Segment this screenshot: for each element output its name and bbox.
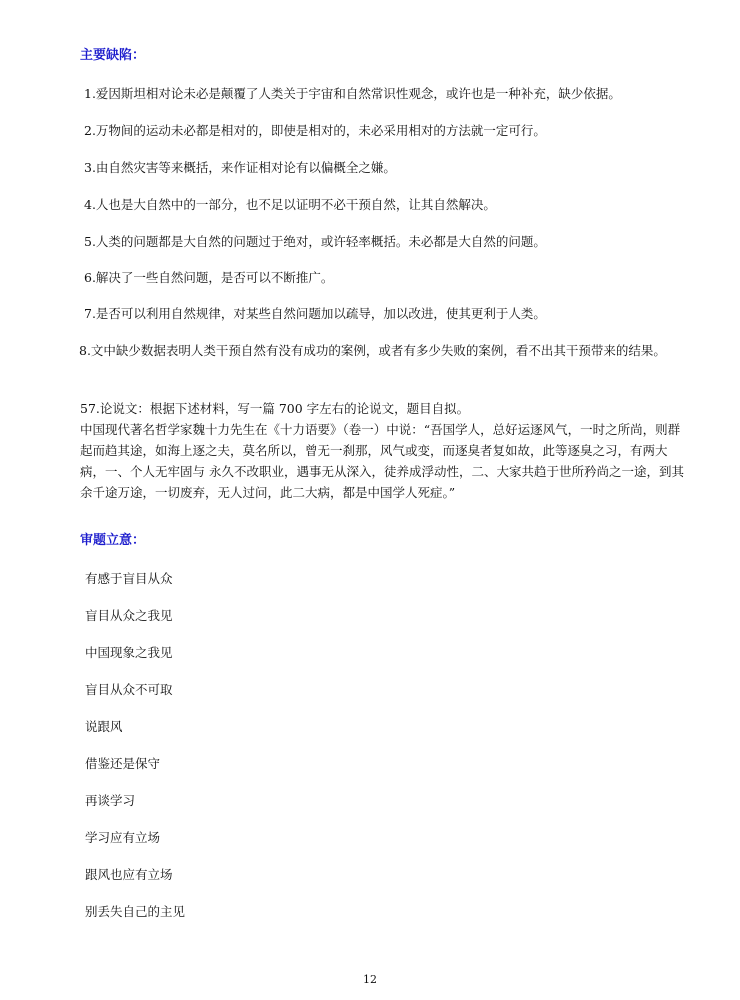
idea-item: 有感于盲目从众 (85, 571, 173, 586)
page-number: 12 (363, 973, 377, 986)
essay-prompt: 57.论说文：根据下述材料，写一篇 700 字左右的论说文，题目自拟。 (80, 401, 470, 416)
defect-item: 6.解决了一些自然问题，是否可以不断推广。 (84, 270, 334, 285)
defect-item: 3.由自然灾害等来概括，来作证相对论有以偏概全之嫌。 (84, 160, 396, 175)
idea-item: 借鉴还是保守 (85, 756, 161, 771)
defect-item: 1.爱因斯坦相对论未必是颠覆了人类关于宇宙和自然常识性观念，或许也是一种补充，缺少依据。 (84, 86, 621, 101)
ideas-heading: 审题立意： (80, 533, 146, 548)
idea-item: 盲目从众之我见 (85, 608, 173, 623)
idea-item: 再谈学习 (85, 793, 136, 808)
idea-item: 别丢失自己的主见 (85, 904, 186, 919)
idea-item: 说跟风 (85, 719, 123, 734)
defect-item: 7.是否可以利用自然规律，对某些自然问题加以疏导，加以改进，使其更利于人类。 (84, 306, 546, 321)
defect-item: 5.人类的问题都是大自然的问题过于绝对，或许轻率概括。未必都是大自然的问题。 (84, 234, 546, 249)
idea-item: 盲目从众不可取 (85, 682, 173, 697)
essay-passage: 中国现代著名哲学家魏十力先生在《十力语要》（卷一）中说：“吾国学人，总好运逐风气，一时之所尚，则群起而趋其途，如海上逐之夫，莫名所以，曾无一刹那，风气或变，而逐臭者复如故，此等逐臭之习，有两大病，一、个人无牢固与 永久不改职业，遇事无从深入，徒养成浮动性，二、大家共趋于世所矜尚之一途，到其余千途万途，一切废弃，无人过问，此二大病，都是中国学人死症。” (80, 422, 684, 500)
defect-item: 4.人也是大自然中的一部分，也不足以证明不必干预自然，让其自然解决。 (84, 197, 496, 212)
idea-item: 跟风也应有立场 (85, 867, 173, 882)
defect-item: 2.万物间的运动未必都是相对的，即使是相对的，未必采用相对的方法就一定可行。 (84, 123, 546, 138)
essay-question (80, 398, 685, 503)
idea-item: 学习应有立场 (85, 830, 161, 845)
defects-heading: 主要缺陷： (80, 48, 146, 63)
defect-item: 8.文中缺少数据表明人类干预自然有没有成功的案例，或者有多少失败的案例，看不出其干预带来的结果。 (79, 343, 666, 358)
idea-item: 中国现象之我见 (85, 645, 173, 660)
